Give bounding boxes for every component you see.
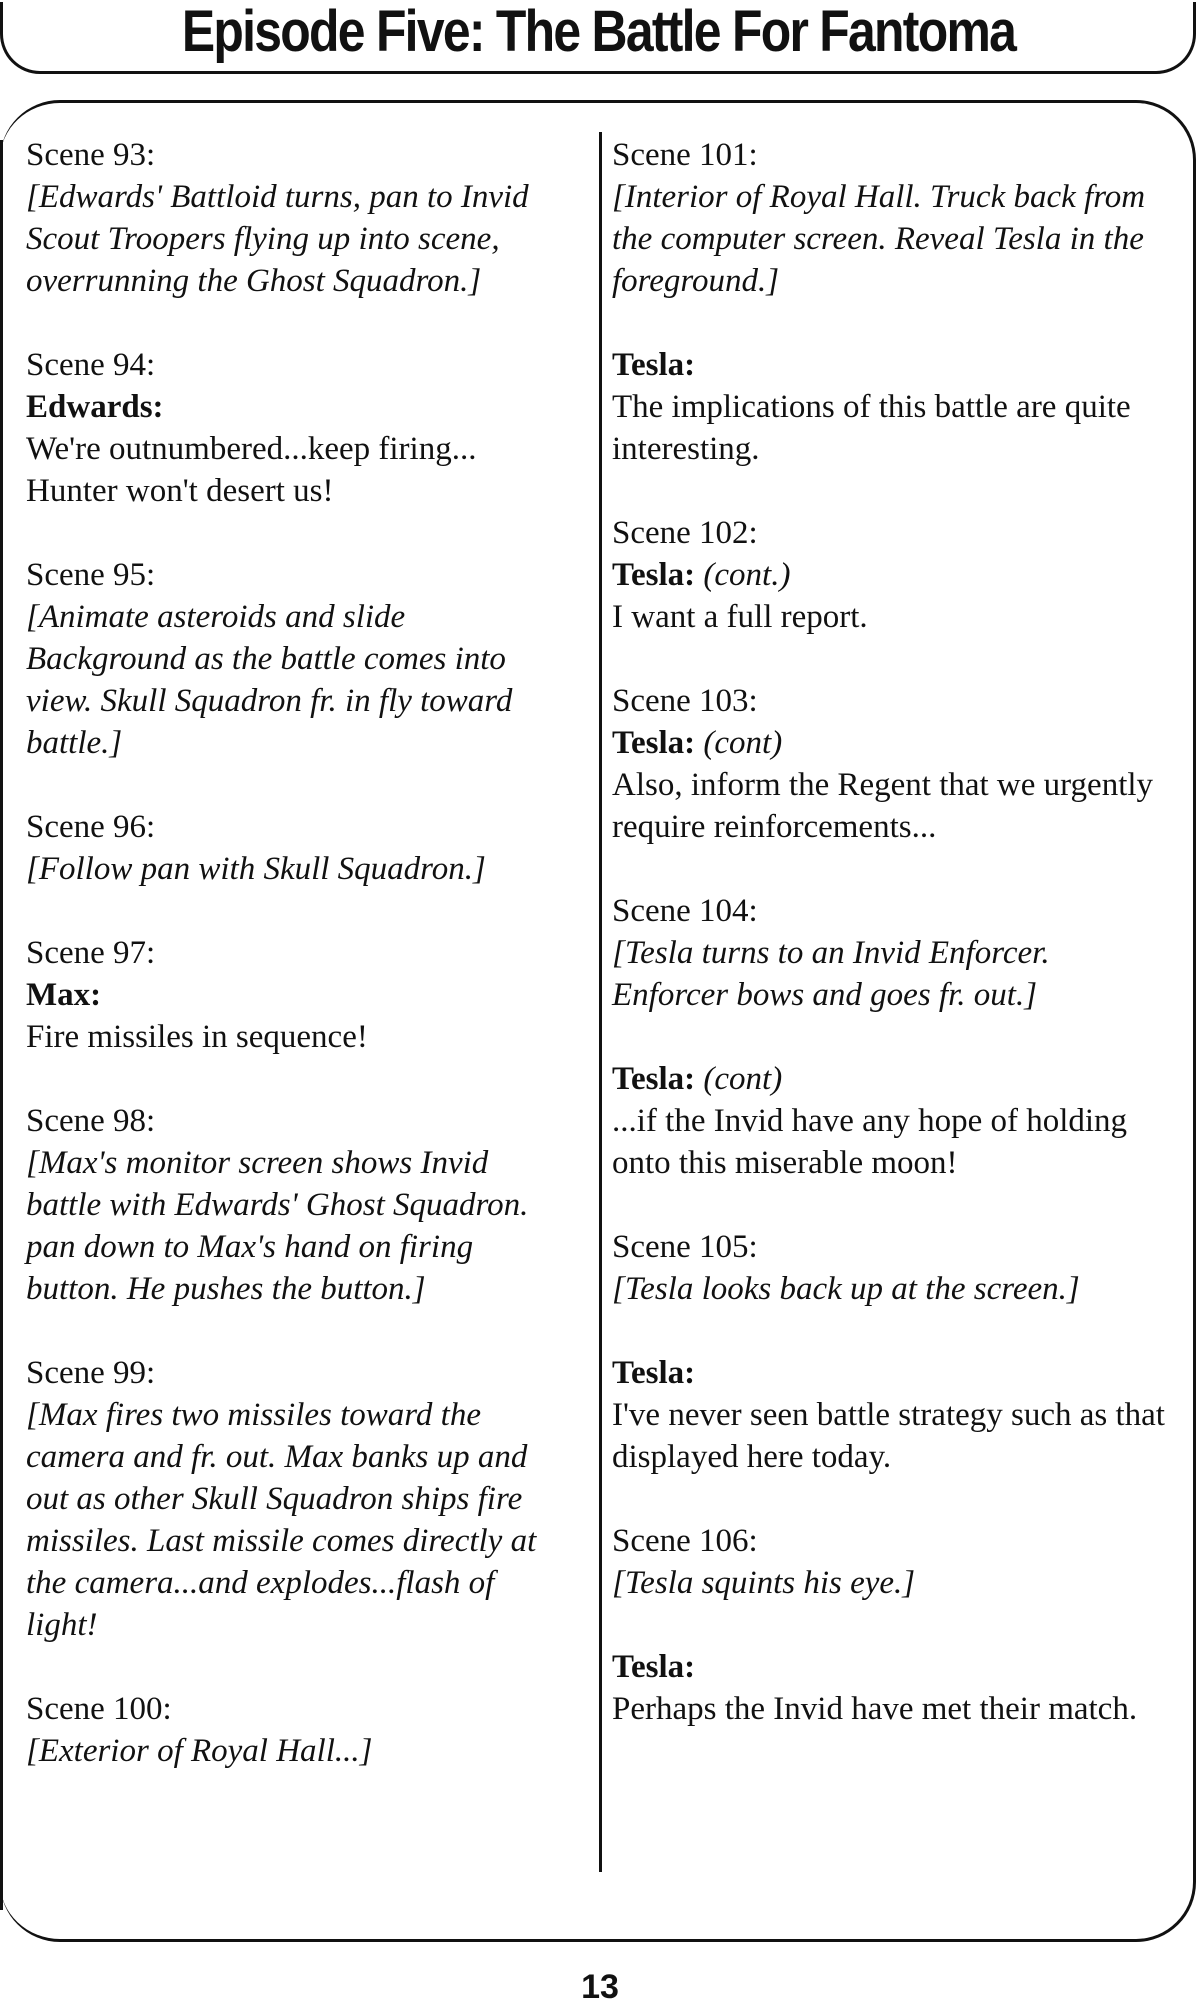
right-column [612, 134, 1172, 1772]
stage-direction: [Tesla looks back up at the screen.] [612, 1271, 1080, 1307]
scene-block [612, 512, 1172, 638]
speaker-name [612, 722, 1172, 764]
scene-heading: Scene 99: [26, 1355, 156, 1391]
scene-heading: Scene 105: [612, 1229, 758, 1265]
scene-heading: Scene 93: [26, 137, 156, 173]
column-divider [599, 132, 602, 1872]
speaker-name [612, 1058, 1172, 1100]
scene-block [612, 1520, 1172, 1604]
stage-direction: [Exterior of Royal Hall...] [26, 1733, 373, 1769]
scene-block [26, 344, 571, 512]
scene-block [26, 1688, 571, 1772]
stage-direction: [Animate asteroids and slide Background as the battle comes into view. Skull Squadron fr. in fly toward battle.] [26, 599, 513, 761]
scene-heading: Scene 101: [612, 137, 758, 173]
scene-block [26, 806, 571, 890]
stage-direction: [Max fires two missiles toward the camera and fr. out. Max banks up and out as other Skull Squadron ships fire missiles. Last missile comes directly at the camera...and explodes...flash of light! [26, 1397, 537, 1643]
stage-direction: [Max's monitor screen shows Invid battle with Edwards' Ghost Squadron. pan down to Max's hand on firing button. He pushes the button.] [26, 1145, 529, 1307]
dialogue-line: Also, inform the Regent that we urgently require reinforcements... [612, 767, 1154, 845]
title-banner [0, 2, 1196, 74]
dialogue-line: Perhaps the Invid have met their match. [612, 1691, 1138, 1727]
stage-direction: [Interior of Royal Hall. Truck back from the computer screen. Reveal Tesla in the foreground.] [612, 179, 1146, 299]
speaker-name: Tesla: [612, 347, 696, 383]
speaker-name: Tesla: [612, 1355, 696, 1391]
page-title: Episode Five: The Battle For Fantoma [181, 0, 1015, 64]
scene-block [26, 554, 571, 764]
scene-heading: Scene 97: [26, 935, 156, 971]
scene-heading: Scene 103: [612, 683, 758, 719]
dialogue-line: The implications of this battle are quite interesting. [612, 389, 1131, 467]
continued-note: (cont) [703, 1061, 783, 1097]
stage-direction: [Edwards' Battloid turns, pan to Invid Scout Troopers flying up into scene, overrunning the Ghost Squadron.] [26, 179, 529, 299]
speaker-label: Tesla: [612, 725, 696, 761]
dialogue-line: ...if the Invid have any hope of holding onto this miserable moon! [612, 1103, 1128, 1181]
speaker-label: Tesla: [612, 557, 696, 593]
page-number: 13 [581, 1968, 619, 2006]
scene-block [26, 134, 571, 302]
scene-block [612, 680, 1172, 848]
stage-direction: [Follow pan with Skull Squadron.] [26, 851, 486, 887]
scene-heading: Scene 96: [26, 809, 156, 845]
scene-block [612, 1226, 1172, 1310]
dialogue-line: I've never seen battle strategy such as that displayed here today. [612, 1397, 1165, 1475]
scene-block [612, 134, 1172, 302]
scene-block [26, 932, 571, 1058]
speaker-name: Max: [26, 977, 102, 1013]
speaker-name [612, 554, 1172, 596]
scene-heading: Scene 100: [26, 1691, 172, 1727]
dialogue-block [612, 344, 1172, 470]
continued-note: (cont) [703, 725, 783, 761]
scene-heading: Scene 106: [612, 1523, 758, 1559]
left-column [26, 134, 571, 1814]
speaker-name: Tesla: [612, 1649, 696, 1685]
scene-heading: Scene 102: [612, 515, 758, 551]
speaker-label: Tesla: [612, 1061, 696, 1097]
scene-block [612, 890, 1172, 1016]
stage-direction: [Tesla turns to an Invid Enforcer. Enforcer bows and goes fr. out.] [612, 935, 1050, 1013]
scene-heading: Scene 95: [26, 557, 156, 593]
dialogue-block [612, 1646, 1172, 1730]
continued-note: (cont.) [703, 557, 791, 593]
frame-left-border [0, 140, 3, 1910]
speaker-name: Edwards: [26, 389, 164, 425]
dialogue-line: Fire missiles in sequence! [26, 1019, 368, 1055]
scene-block [26, 1100, 571, 1310]
stage-direction: [Tesla squints his eye.] [612, 1565, 916, 1601]
dialogue-block [612, 1058, 1172, 1184]
dialogue-block [612, 1352, 1172, 1478]
dialogue-line: We're outnumbered...keep firing... Hunter won't desert us! [26, 431, 477, 509]
scene-heading: Scene 104: [612, 893, 758, 929]
scene-block [26, 1352, 571, 1646]
scene-heading: Scene 94: [26, 347, 156, 383]
scene-heading: Scene 98: [26, 1103, 156, 1139]
dialogue-line: I want a full report. [612, 599, 868, 635]
